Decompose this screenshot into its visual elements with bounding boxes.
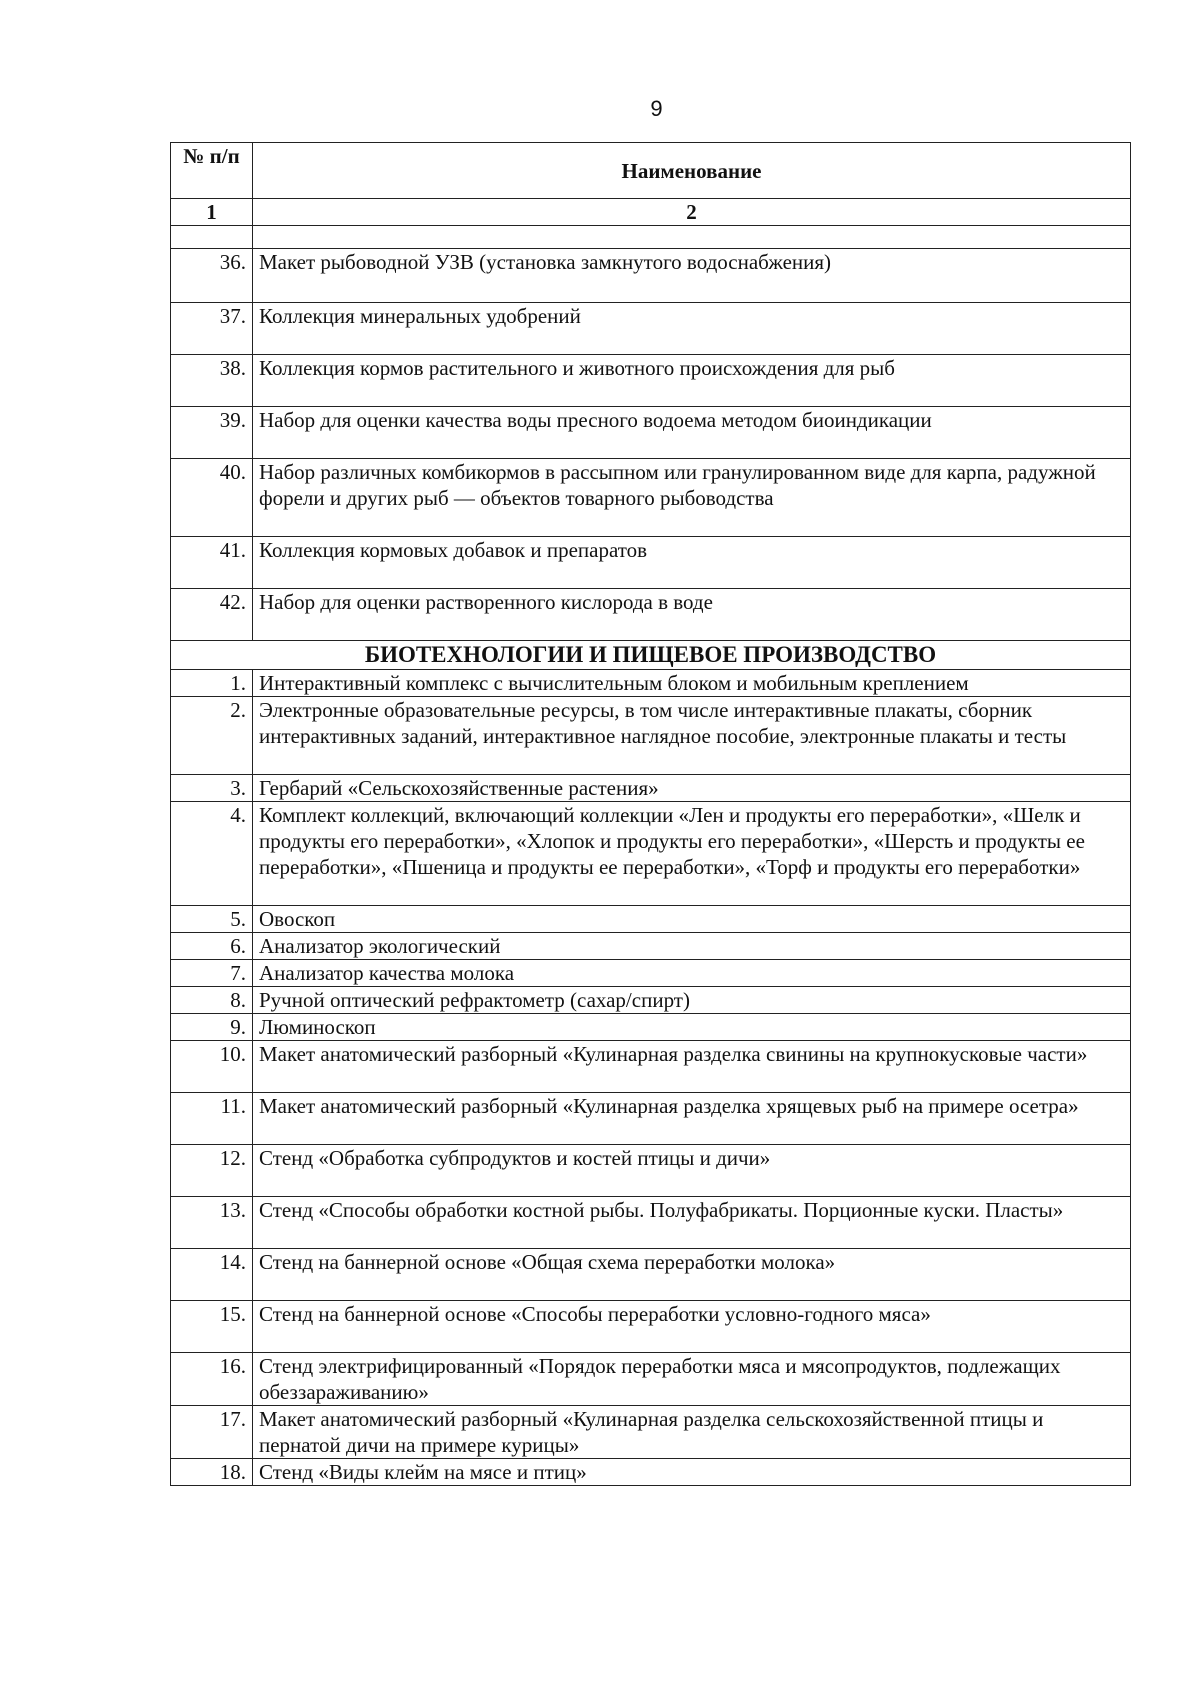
- row-number: 6.: [171, 933, 253, 960]
- row-name: Макет анатомический разборный «Кулинарная разделка свинины на крупнокусковые части»: [253, 1041, 1131, 1093]
- row-number: 12.: [171, 1145, 253, 1197]
- row-name: Интерактивный комплекс с вычислительным блоком и мобильным креплением: [253, 670, 1131, 697]
- table-row: [171, 802, 1131, 906]
- row-name: Овоскоп: [253, 906, 1131, 933]
- row-number: 10.: [171, 1041, 253, 1093]
- row-name: Макет анатомический разборный «Кулинарная разделка сельскохозяйственной птицы и пернатой дичи на примере курицы»: [253, 1406, 1131, 1459]
- row-number: 37.: [171, 303, 253, 355]
- row-number: 7.: [171, 960, 253, 987]
- table-row: [171, 249, 1131, 303]
- row-name: Коллекция кормов растительного и животного происхождения для рыб: [253, 355, 1131, 407]
- column-number-row: [171, 199, 1131, 226]
- equipment-table: [170, 142, 1131, 1486]
- row-number: 36.: [171, 249, 253, 303]
- table-row: [171, 537, 1131, 589]
- page-number: 9: [650, 96, 663, 121]
- table-row: [171, 407, 1131, 459]
- row-name: Макет анатомический разборный «Кулинарная разделка хрящевых рыб на примере осетра»: [253, 1093, 1131, 1145]
- table-row: [171, 1301, 1131, 1353]
- row-number: 11.: [171, 1093, 253, 1145]
- row-name: Стенд на баннерной основе «Способы переработки условно-годного мяса»: [253, 1301, 1131, 1353]
- row-name: Макет рыбоводной УЗВ (установка замкнутого водоснабжения): [253, 249, 1131, 303]
- row-name: Комплект коллекций, включающий коллекции «Лен и продукты его переработки», «Шелк и продукты его переработки», «Хлопок и продукты его переработки», «Шерсть и продукты ее переработки», «Пшеница и продукты ее переработки», «Торф и продукты его переработки»: [253, 802, 1131, 906]
- row-name: Стенд «Обработка субпродуктов и костей птицы и дичи»: [253, 1145, 1131, 1197]
- table-row: [171, 355, 1131, 407]
- row-number: 9.: [171, 1014, 253, 1041]
- table-row: [171, 1093, 1131, 1145]
- row-number: 4.: [171, 802, 253, 906]
- table-row: [171, 1459, 1131, 1486]
- table-row: [171, 1406, 1131, 1459]
- table-row: [171, 1014, 1131, 1041]
- row-number: 38.: [171, 355, 253, 407]
- section-title: БИОТЕХНОЛОГИИ И ПИЩЕВОЕ ПРОИЗВОДСТВО: [171, 641, 1131, 670]
- row-number: 15.: [171, 1301, 253, 1353]
- row-name: Люминоскоп: [253, 1014, 1131, 1041]
- rows-group-b: [171, 670, 1131, 1486]
- row-number: 40.: [171, 459, 253, 537]
- row-number: 8.: [171, 987, 253, 1014]
- row-number: 2.: [171, 697, 253, 775]
- table-header-row: [171, 143, 1131, 199]
- column-number-1: 1: [171, 199, 253, 226]
- table-row: [171, 697, 1131, 775]
- row-number: 14.: [171, 1249, 253, 1301]
- table-row: [171, 933, 1131, 960]
- row-name: Набор для оценки растворенного кислорода в воде: [253, 589, 1131, 641]
- row-number: 1.: [171, 670, 253, 697]
- row-name: Ручной оптический рефрактометр (сахар/спирт): [253, 987, 1131, 1014]
- table-row: [171, 960, 1131, 987]
- row-number: 42.: [171, 589, 253, 641]
- row-number: 5.: [171, 906, 253, 933]
- table-row: [171, 1249, 1131, 1301]
- table-row: [171, 906, 1131, 933]
- table-row: [171, 1197, 1131, 1249]
- header-number: № п/п: [171, 143, 253, 199]
- row-name: Стенд «Способы обработки костной рыбы. Полуфабрикаты. Порционные куски. Пласты»: [253, 1197, 1131, 1249]
- table-row: [171, 459, 1131, 537]
- row-number: 18.: [171, 1459, 253, 1486]
- row-name: Гербарий «Сельскохозяйственные растения»: [253, 775, 1131, 802]
- row-name: Набор для оценки качества воды пресного водоема методом биоиндикации: [253, 407, 1131, 459]
- row-name: Анализатор экологический: [253, 933, 1131, 960]
- column-number-2: 2: [253, 199, 1131, 226]
- table-row: [171, 303, 1131, 355]
- row-number: 41.: [171, 537, 253, 589]
- row-name: Стенд «Виды клейм на мясе и птиц»: [253, 1459, 1131, 1486]
- table-row: [171, 1145, 1131, 1197]
- table-row: [171, 589, 1131, 641]
- row-name: Стенд электрифицированный «Порядок переработки мяса и мясопродуктов, подлежащих обеззараживанию»: [253, 1353, 1131, 1406]
- row-number: 13.: [171, 1197, 253, 1249]
- row-name: Электронные образовательные ресурсы, в том числе интерактивные плакаты, сборник интерактивных заданий, интерактивное наглядное пособие, электронные плакаты и тесты: [253, 697, 1131, 775]
- table-row: [171, 1041, 1131, 1093]
- header-name: Наименование: [253, 143, 1131, 199]
- row-number: 3.: [171, 775, 253, 802]
- row-number: 17.: [171, 1406, 253, 1459]
- table-row: [171, 775, 1131, 802]
- row-name: Коллекция минеральных удобрений: [253, 303, 1131, 355]
- row-name: Анализатор качества молока: [253, 960, 1131, 987]
- rows-group-a: [171, 249, 1131, 641]
- table-row: [171, 670, 1131, 697]
- table-row: [171, 1353, 1131, 1406]
- row-number: 16.: [171, 1353, 253, 1406]
- row-number: 39.: [171, 407, 253, 459]
- section-row: [171, 641, 1131, 670]
- row-name: Стенд на баннерной основе «Общая схема переработки молока»: [253, 1249, 1131, 1301]
- row-name: Коллекция кормовых добавок и препаратов: [253, 537, 1131, 589]
- table-row: [171, 987, 1131, 1014]
- spacer-row: [171, 226, 1131, 249]
- row-name: Набор различных комбикормов в рассыпном или гранулированном виде для карпа, радужной форели и других рыб — объектов товарного рыбоводства: [253, 459, 1131, 537]
